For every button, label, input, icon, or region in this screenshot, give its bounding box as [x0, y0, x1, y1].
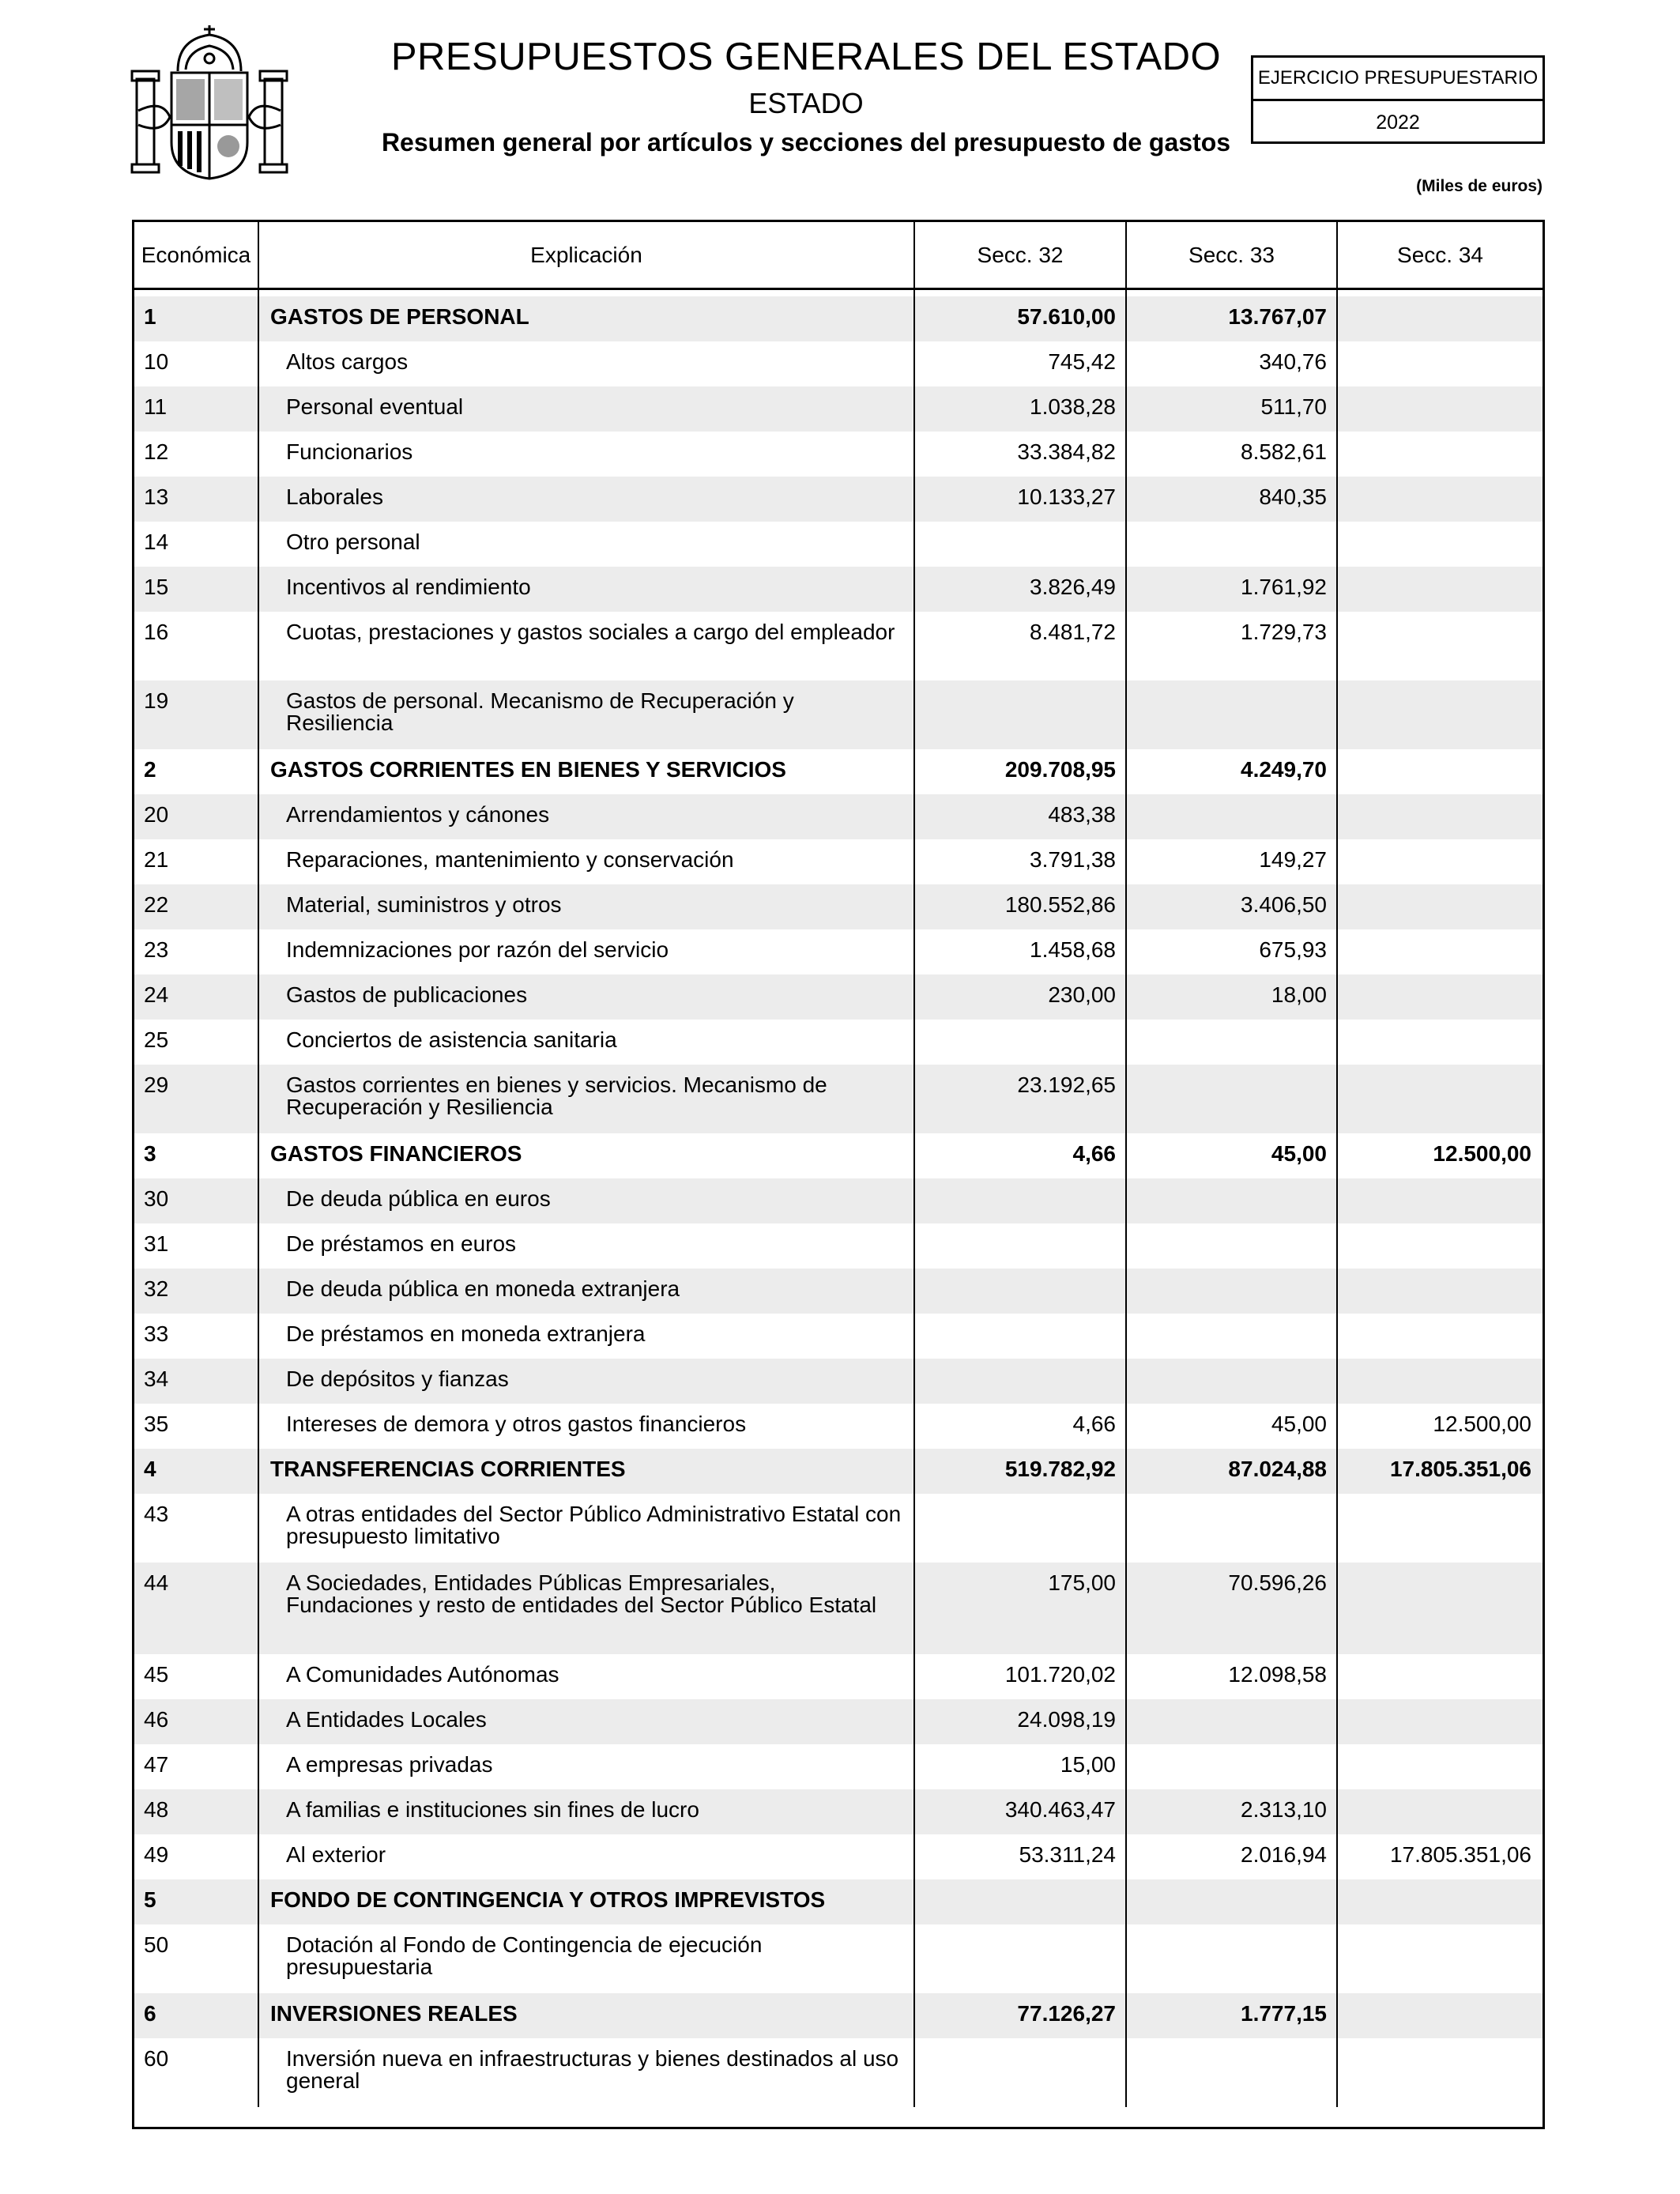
cell-secc32 — [915, 522, 1127, 567]
cell-code: 49 — [144, 1842, 169, 1867]
cell-secc34 — [1338, 567, 1543, 612]
cell-code: 22 — [144, 892, 169, 917]
page-title: PRESUPUESTOS GENERALES DEL ESTADO — [390, 36, 1222, 78]
cell-code: 32 — [144, 1276, 169, 1301]
cell-secc32: 1.458,68 — [1030, 937, 1116, 962]
cell-secc33: 4.249,70 — [1241, 757, 1327, 782]
cell-secc34 — [1338, 296, 1543, 341]
cell-explicacion: Gastos de publicaciones — [286, 982, 528, 1007]
cell-secc32: 15,00 — [1060, 1752, 1116, 1777]
table-row — [134, 974, 1543, 1020]
cell-code: 16 — [144, 620, 169, 644]
cell-secc32: 745,42 — [1048, 349, 1116, 374]
cell-secc34: 17.805.351,06 — [1389, 1842, 1531, 1867]
cell-explicacion: De deuda pública en euros — [286, 1186, 551, 1211]
cell-secc33 — [1127, 522, 1338, 567]
table-row — [134, 341, 1543, 386]
cell-secc32 — [915, 1269, 1127, 1314]
cell-secc32: 175,00 — [1048, 1570, 1116, 1595]
table-row — [134, 1654, 1543, 1699]
cell-explicacion: FONDO DE CONTINGENCIA Y OTROS IMPREVISTOS — [270, 1887, 826, 1912]
cell-secc33: 18,00 — [1271, 982, 1327, 1007]
table-row — [134, 1879, 1543, 1924]
cell-secc34 — [1338, 1924, 1543, 1993]
cell-explicacion: Conciertos de asistencia sanitaria — [286, 1027, 617, 1052]
cell-secc33: 13.767,07 — [1228, 304, 1327, 329]
cell-explicacion: INVERSIONES REALES — [270, 2001, 518, 2026]
table-row — [134, 1359, 1543, 1404]
column-header-secc33: Secc. 33 — [1127, 222, 1338, 288]
cell-explicacion: A empresas privadas — [286, 1752, 493, 1777]
cell-explicacion: Reparaciones, mantenimiento y conservación — [286, 847, 734, 872]
cell-secc34 — [1338, 1065, 1543, 1133]
cell-secc33: 8.582,61 — [1241, 439, 1327, 464]
cell-code: 23 — [144, 937, 169, 962]
cell-secc34 — [1338, 2038, 1543, 2107]
cell-secc34 — [1338, 1654, 1543, 1699]
column-header-explicacion: Explicación — [259, 222, 915, 288]
cell-code: 45 — [144, 1662, 169, 1687]
table-row — [134, 1178, 1543, 1223]
cell-explicacion: De préstamos en moneda extranjera — [286, 1321, 646, 1346]
cell-explicacion: A Comunidades Autónomas — [286, 1662, 559, 1687]
table-row — [134, 296, 1543, 341]
cell-secc32: 3.826,49 — [1030, 575, 1116, 599]
table-row — [134, 2038, 1543, 2107]
table-row — [134, 884, 1543, 929]
cell-explicacion: A otras entidades del Sector Público Administrativo Estatal con presupuesto limitativo — [286, 1502, 902, 1548]
cell-code: 44 — [144, 1570, 169, 1595]
cell-secc34 — [1338, 1223, 1543, 1269]
table-row — [134, 1494, 1543, 1563]
cell-secc32: 4,66 — [1072, 1141, 1116, 1166]
cell-explicacion: Indemnizaciones por razón del servicio — [286, 937, 669, 962]
table-row — [134, 1789, 1543, 1834]
cell-secc32: 23.192,65 — [1017, 1072, 1116, 1097]
cell-code: 48 — [144, 1797, 169, 1822]
cell-secc33 — [1127, 1065, 1338, 1133]
cell-secc32: 53.311,24 — [1019, 1842, 1116, 1867]
table-row — [134, 1223, 1543, 1269]
cell-secc33: 12.098,58 — [1228, 1662, 1327, 1687]
cell-secc33: 511,70 — [1260, 394, 1327, 419]
column-header-economica: Económica — [134, 222, 259, 288]
cell-code: 34 — [144, 1367, 169, 1391]
cell-secc34 — [1338, 1314, 1543, 1359]
table-row — [134, 1924, 1543, 1993]
cell-secc34 — [1338, 1020, 1543, 1065]
cell-secc32: 4,66 — [1072, 1412, 1116, 1436]
cell-secc33 — [1127, 1699, 1338, 1744]
cell-secc34 — [1338, 1699, 1543, 1744]
cell-secc33 — [1127, 2038, 1338, 2107]
cell-secc34 — [1338, 522, 1543, 567]
cell-secc34 — [1338, 1269, 1543, 1314]
column-header-secc32: Secc. 32 — [915, 222, 1127, 288]
cell-secc34 — [1338, 1494, 1543, 1563]
cell-secc32 — [915, 1879, 1127, 1924]
table-row — [134, 1993, 1543, 2038]
cell-secc33: 87.024,88 — [1228, 1457, 1327, 1481]
cell-code: 30 — [144, 1186, 169, 1211]
cell-secc33: 1.761,92 — [1241, 575, 1327, 599]
cell-explicacion: Gastos de personal. Mecanismo de Recuperación y Resiliencia — [286, 688, 794, 735]
column-divider — [258, 290, 259, 2107]
cell-secc34 — [1338, 477, 1543, 522]
cell-secc33 — [1127, 1924, 1338, 1993]
cell-code: 50 — [144, 1932, 169, 1957]
cell-explicacion: De depósitos y fianzas — [286, 1367, 509, 1391]
table-row — [134, 1404, 1543, 1449]
table-row — [134, 477, 1543, 522]
cell-secc32 — [915, 2038, 1127, 2107]
cell-code: 60 — [144, 2046, 169, 2071]
cell-explicacion: Material, suministros y otros — [286, 892, 562, 917]
cell-secc32: 101.720,02 — [1004, 1662, 1116, 1687]
cell-explicacion: Inversión nueva en infraestructuras y bienes destinados al uso general — [286, 2046, 899, 2093]
cell-secc32: 230,00 — [1048, 982, 1116, 1007]
cell-code: 12 — [144, 439, 169, 464]
cell-secc33: 70.596,26 — [1228, 1570, 1327, 1595]
cell-code: 33 — [144, 1321, 169, 1346]
page-description: Resumen general por artículos y secciones del presupuesto de gastos — [381, 128, 1231, 156]
table-header — [134, 222, 1543, 290]
cell-secc32: 483,38 — [1048, 802, 1116, 827]
cell-secc34 — [1338, 432, 1543, 477]
cell-secc32 — [915, 1359, 1127, 1404]
cell-secc33 — [1127, 1178, 1338, 1223]
cell-secc32: 519.782,92 — [1004, 1457, 1116, 1481]
table-row — [134, 1269, 1543, 1314]
cell-code: 35 — [144, 1412, 169, 1436]
cell-secc34 — [1338, 612, 1543, 680]
table-row — [134, 680, 1543, 749]
ejercicio-label: EJERCICIO PRESUPUESTARIO — [1253, 58, 1543, 101]
cell-secc33: 149,27 — [1259, 847, 1327, 872]
cell-code: 13 — [144, 484, 169, 509]
table-body — [134, 290, 1543, 2107]
cell-code: 5 — [144, 1887, 156, 1912]
cell-explicacion: GASTOS DE PERSONAL — [270, 304, 529, 329]
cell-explicacion: Altos cargos — [286, 349, 409, 374]
cell-secc33 — [1127, 1494, 1338, 1563]
cell-secc34 — [1338, 1563, 1543, 1654]
cell-secc33 — [1127, 1223, 1338, 1269]
table-row — [134, 1834, 1543, 1879]
cell-secc34 — [1338, 680, 1543, 749]
cell-secc32: 209.708,95 — [1004, 757, 1116, 782]
cell-code: 4 — [144, 1457, 156, 1481]
cell-code: 25 — [144, 1027, 169, 1052]
cell-code: 29 — [144, 1072, 169, 1097]
table-row — [134, 612, 1543, 680]
cell-secc34 — [1338, 341, 1543, 386]
cell-explicacion: A familias e instituciones sin fines de lucro — [286, 1797, 699, 1822]
cell-explicacion: Personal eventual — [286, 394, 464, 419]
cell-secc34 — [1338, 1879, 1543, 1924]
cell-code: 3 — [144, 1141, 156, 1166]
cell-secc33 — [1127, 1020, 1338, 1065]
cell-explicacion: Dotación al Fondo de Contingencia de ejecución presupuestaria — [286, 1932, 763, 1979]
page-subtitle: ESTADO — [748, 87, 864, 119]
cell-secc33 — [1127, 680, 1338, 749]
cell-explicacion: TRANSFERENCIAS CORRIENTES — [270, 1457, 626, 1481]
cell-explicacion: Funcionarios — [286, 439, 413, 464]
cell-secc32: 57.610,00 — [1017, 304, 1116, 329]
cell-secc33 — [1127, 1744, 1338, 1789]
cell-code: 24 — [144, 982, 169, 1007]
cell-secc33 — [1127, 1314, 1338, 1359]
table-row — [134, 1065, 1543, 1133]
cell-code: 1 — [144, 304, 156, 329]
cell-code: 15 — [144, 575, 169, 599]
coat-of-arms-icon — [130, 24, 288, 182]
cell-secc34 — [1338, 929, 1543, 974]
cell-explicacion: Incentivos al rendimiento — [286, 575, 531, 599]
cell-secc34: 17.805.351,06 — [1389, 1457, 1531, 1481]
cell-explicacion: Al exterior — [286, 1842, 386, 1867]
cell-secc32 — [915, 1223, 1127, 1269]
cell-explicacion: Laborales — [286, 484, 383, 509]
cell-secc33: 45,00 — [1271, 1412, 1327, 1436]
table-row — [134, 794, 1543, 839]
table-row — [134, 1449, 1543, 1494]
table-row — [134, 1133, 1543, 1178]
cell-explicacion: Arrendamientos y cánones — [286, 802, 550, 827]
cell-secc33: 340,76 — [1259, 349, 1327, 374]
cell-explicacion: Intereses de demora y otros gastos financieros — [286, 1412, 747, 1436]
cell-secc32: 340.463,47 — [1004, 1797, 1116, 1822]
cell-secc34 — [1338, 749, 1543, 794]
cell-secc33: 45,00 — [1271, 1141, 1327, 1166]
cell-secc33: 675,93 — [1259, 937, 1327, 962]
cell-secc34 — [1338, 386, 1543, 432]
cell-code: 10 — [144, 349, 169, 374]
table-row — [134, 1699, 1543, 1744]
cell-code: 47 — [144, 1752, 169, 1777]
cell-secc32: 33.384,82 — [1017, 439, 1116, 464]
cell-code: 43 — [144, 1502, 169, 1526]
cell-secc32: 77.126,27 — [1017, 2001, 1116, 2026]
table-row — [134, 1314, 1543, 1359]
table-row — [134, 567, 1543, 612]
cell-secc33: 1.777,15 — [1241, 2001, 1327, 2026]
cell-secc33: 2.016,94 — [1241, 1842, 1327, 1867]
cell-secc34 — [1338, 884, 1543, 929]
cell-code: 19 — [144, 688, 169, 713]
table-row — [134, 929, 1543, 974]
cell-secc32 — [915, 680, 1127, 749]
cell-secc33 — [1127, 1879, 1338, 1924]
cell-explicacion: GASTOS CORRIENTES EN BIENES Y SERVICIOS — [270, 757, 786, 782]
cell-explicacion: GASTOS FINANCIEROS — [270, 1141, 522, 1166]
cell-secc34 — [1338, 1359, 1543, 1404]
cell-secc32: 180.552,86 — [1004, 892, 1116, 917]
cell-explicacion: Gastos corrientes en bienes y servicios. Mecanismo de Recuperación y Resiliencia — [286, 1072, 827, 1119]
column-divider — [913, 290, 915, 2107]
column-divider — [1125, 290, 1127, 2107]
cell-secc33 — [1127, 1359, 1338, 1404]
table-row — [134, 1744, 1543, 1789]
cell-code: 2 — [144, 757, 156, 782]
table-row — [134, 432, 1543, 477]
table-row — [134, 1020, 1543, 1065]
cell-secc34 — [1338, 839, 1543, 884]
table-row — [134, 386, 1543, 432]
cell-secc32 — [915, 1178, 1127, 1223]
cell-explicacion: A Sociedades, Entidades Públicas Empresariales, Fundaciones y resto de entidades del Sector Público Estatal — [286, 1570, 877, 1617]
ejercicio-year: 2022 — [1376, 111, 1420, 134]
cell-secc32 — [915, 1020, 1127, 1065]
cell-secc32: 8.481,72 — [1030, 620, 1116, 644]
budget-table — [132, 220, 1545, 2129]
cell-code: 31 — [144, 1231, 169, 1256]
column-divider — [1336, 290, 1338, 2107]
cell-code: 14 — [144, 530, 169, 554]
cell-code: 21 — [144, 847, 169, 872]
cell-secc34 — [1338, 1993, 1543, 2038]
cell-secc32 — [915, 1314, 1127, 1359]
cell-secc32: 1.038,28 — [1030, 394, 1116, 419]
unit-label: (Miles de euros) — [1416, 177, 1543, 195]
table-row — [134, 522, 1543, 567]
cell-secc32 — [915, 1924, 1127, 1993]
cell-secc34 — [1338, 1178, 1543, 1223]
table-row — [134, 1563, 1543, 1654]
column-header-secc34: Secc. 34 — [1397, 242, 1483, 267]
cell-code: 46 — [144, 1707, 169, 1732]
cell-secc33: 2.313,10 — [1241, 1797, 1327, 1822]
table-row — [134, 749, 1543, 794]
table-row — [134, 839, 1543, 884]
cell-secc32 — [915, 1494, 1127, 1563]
cell-secc33 — [1127, 1269, 1338, 1314]
cell-explicacion: Cuotas, prestaciones y gastos sociales a cargo del empleador — [286, 620, 895, 644]
cell-secc32: 24.098,19 — [1017, 1707, 1116, 1732]
cell-explicacion: De deuda pública en moneda extranjera — [286, 1276, 680, 1301]
cell-code: 20 — [144, 802, 169, 827]
cell-code: 6 — [144, 2001, 156, 2026]
cell-secc34: 12.500,00 — [1433, 1141, 1531, 1166]
cell-secc34: 12.500,00 — [1433, 1412, 1531, 1436]
ejercicio-box — [1251, 55, 1545, 144]
cell-secc34 — [1338, 794, 1543, 839]
cell-secc32: 10.133,27 — [1017, 484, 1116, 509]
cell-secc33: 3.406,50 — [1241, 892, 1327, 917]
cell-secc33: 1.729,73 — [1241, 620, 1327, 644]
cell-secc34 — [1338, 1744, 1543, 1789]
cell-explicacion: A Entidades Locales — [286, 1707, 487, 1732]
cell-secc34 — [1338, 974, 1543, 1020]
cell-code: 11 — [144, 394, 168, 419]
cell-explicacion: Otro personal — [286, 530, 420, 554]
cell-secc32: 3.791,38 — [1030, 847, 1116, 872]
cell-secc33 — [1127, 794, 1338, 839]
cell-secc34 — [1338, 1789, 1543, 1834]
cell-secc33: 840,35 — [1259, 484, 1327, 509]
cell-explicacion: De préstamos en euros — [286, 1231, 517, 1256]
